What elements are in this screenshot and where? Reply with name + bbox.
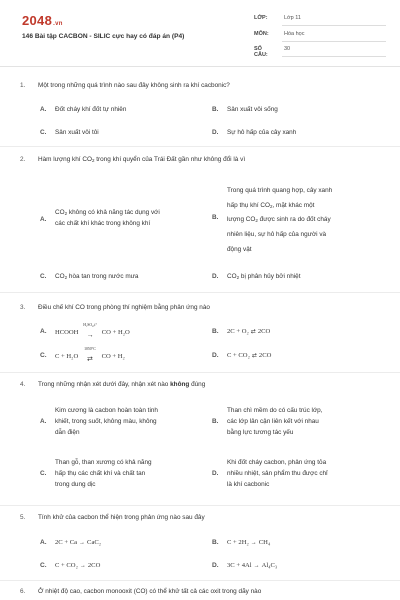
option-text: Sản xuất vôi tôi xyxy=(55,129,99,136)
question-text: Tính khử của cacbon thể hiện trong phản ứng nào sau đây xyxy=(38,514,205,521)
option-letter: B. xyxy=(212,214,219,221)
question-text: Điều chế khí CO trong phòng thí nghiệm bằng phản ứng nào xyxy=(38,304,210,311)
option-text: $CO_2$ bị phân hủy bởi nhiệt xyxy=(227,273,301,280)
option-letter: A. xyxy=(40,539,47,546)
question-text: Trong những nhận xét dưới đây, nhận xét nào không đúng xyxy=(38,381,206,388)
divider xyxy=(0,505,400,506)
option-text: $CO_2$ không có khả năng tác dụng với các chất khí khác trong không khí xyxy=(55,209,160,228)
option-letter: C. xyxy=(40,562,47,569)
option-letter: C. xyxy=(40,470,47,477)
option-equation: 3C + 4Al → Al₄C₃ xyxy=(227,562,278,569)
option-text: Sự hô hấp của cây xanh xyxy=(227,129,297,136)
header-divider xyxy=(0,66,400,67)
option-equation: C + 2H₂ → CH₄ xyxy=(227,539,271,546)
option-text: Than gỗ, than xương có khả năng hấp thụ các chất khí và chất tan trong dung dịc xyxy=(55,459,152,489)
divider xyxy=(0,146,400,147)
info-subject-value: Hóa học xyxy=(284,31,305,37)
divider xyxy=(0,372,400,373)
option-letter: A. xyxy=(40,216,47,223)
option-letter: B. xyxy=(212,418,219,425)
question-number: 4. xyxy=(20,381,26,388)
option-letter: C. xyxy=(40,129,47,136)
divider xyxy=(0,580,400,581)
option-text: $CO_2$ hòa tan trong nước mưa xyxy=(55,273,139,280)
brand-name: 2048 xyxy=(22,13,53,28)
option-text: Trong quá trình quang hợp, cây xanh hấp thụ khí $CO_2$, mặt khác một lượng $CO_2$ được sinh ra do đốt cháy nhiên liệu, sự hô hấp của người và động vật xyxy=(227,187,333,253)
brand-tld: .vn xyxy=(53,21,63,27)
info-class-label: LỚP: xyxy=(254,15,268,21)
option-letter: A. xyxy=(40,418,47,425)
option-letter: C. xyxy=(40,273,47,280)
option-text: Than chì mềm do có cấu trúc lớp, các lớp lân cận liên kết với nhau bằng lực tương tác yếu xyxy=(227,407,323,437)
question-number: 1. xyxy=(20,82,26,89)
option-text: Kim cương là cacbon hoàn toàn tinh khiết, trong suốt, không màu, không dẫn điện xyxy=(55,407,158,437)
question-number: 5. xyxy=(20,514,26,521)
option-text: Khi đốt cháy cacbon, phản ứng tỏa nhiều nhiệt, sản phẩm thu được chỉ là khí cacbonic xyxy=(227,459,328,489)
option-letter: B. xyxy=(212,539,219,546)
question-number: 3. xyxy=(20,304,26,311)
option-letter: C. xyxy=(40,352,47,359)
option-text: Đốt cháy khí đốt tự nhiên xyxy=(55,106,127,113)
option-equation: HCOOH H₂SO₄,t° → CO + H₂O xyxy=(55,323,130,339)
info-count-value: 30 xyxy=(284,46,291,52)
option-letter: D. xyxy=(212,129,219,136)
question-text: Hàm lượng khí $CO_2$ trong khí quyển của Trái Đất gần như không đổi là vì xyxy=(38,156,246,163)
page-header xyxy=(0,0,400,66)
option-letter: B. xyxy=(212,328,219,335)
option-equation: C + H₂O 1050°C ⇄ CO + H₂ xyxy=(55,347,125,363)
document-title: 146 Bài tập CACBON - SILIC cực hay có đáp án (P4) xyxy=(22,33,185,40)
option-text: Sản xuất vôi sống xyxy=(227,106,278,113)
option-equation: 2C + O₂ ⇄ 2CO xyxy=(227,328,271,335)
option-letter: A. xyxy=(40,328,47,335)
info-subject-label: MÔN: xyxy=(254,31,269,37)
option-letter: D. xyxy=(212,562,219,569)
info-count-label: SỐ CÂU: xyxy=(254,46,268,58)
option-letter: A. xyxy=(40,106,47,113)
question-text: Một trong những quá trình nào sau đây không sinh ra khí cacbonic? xyxy=(38,82,230,89)
question-number: 6. xyxy=(20,588,26,595)
divider xyxy=(0,292,400,293)
option-equation: C + CO₂ ⇄ 2CO xyxy=(227,352,272,359)
question-text: Ở nhiệt độ cao, cacbon monooxit (CO) có thể khử tất cả các oxit trong dãy nào xyxy=(38,588,262,595)
option-letter: B. xyxy=(212,106,219,113)
option-equation: C + CO₂ → 2CO xyxy=(55,562,101,569)
info-class-value: Lớp 11 xyxy=(284,15,301,21)
question-number: 2. xyxy=(20,156,26,163)
option-letter: D. xyxy=(212,352,219,359)
brand-logo[interactable] xyxy=(22,13,63,28)
option-letter: D. xyxy=(212,273,219,280)
option-letter: D. xyxy=(212,470,219,477)
option-equation: 2C + Ca → CaC₂ xyxy=(55,539,102,546)
